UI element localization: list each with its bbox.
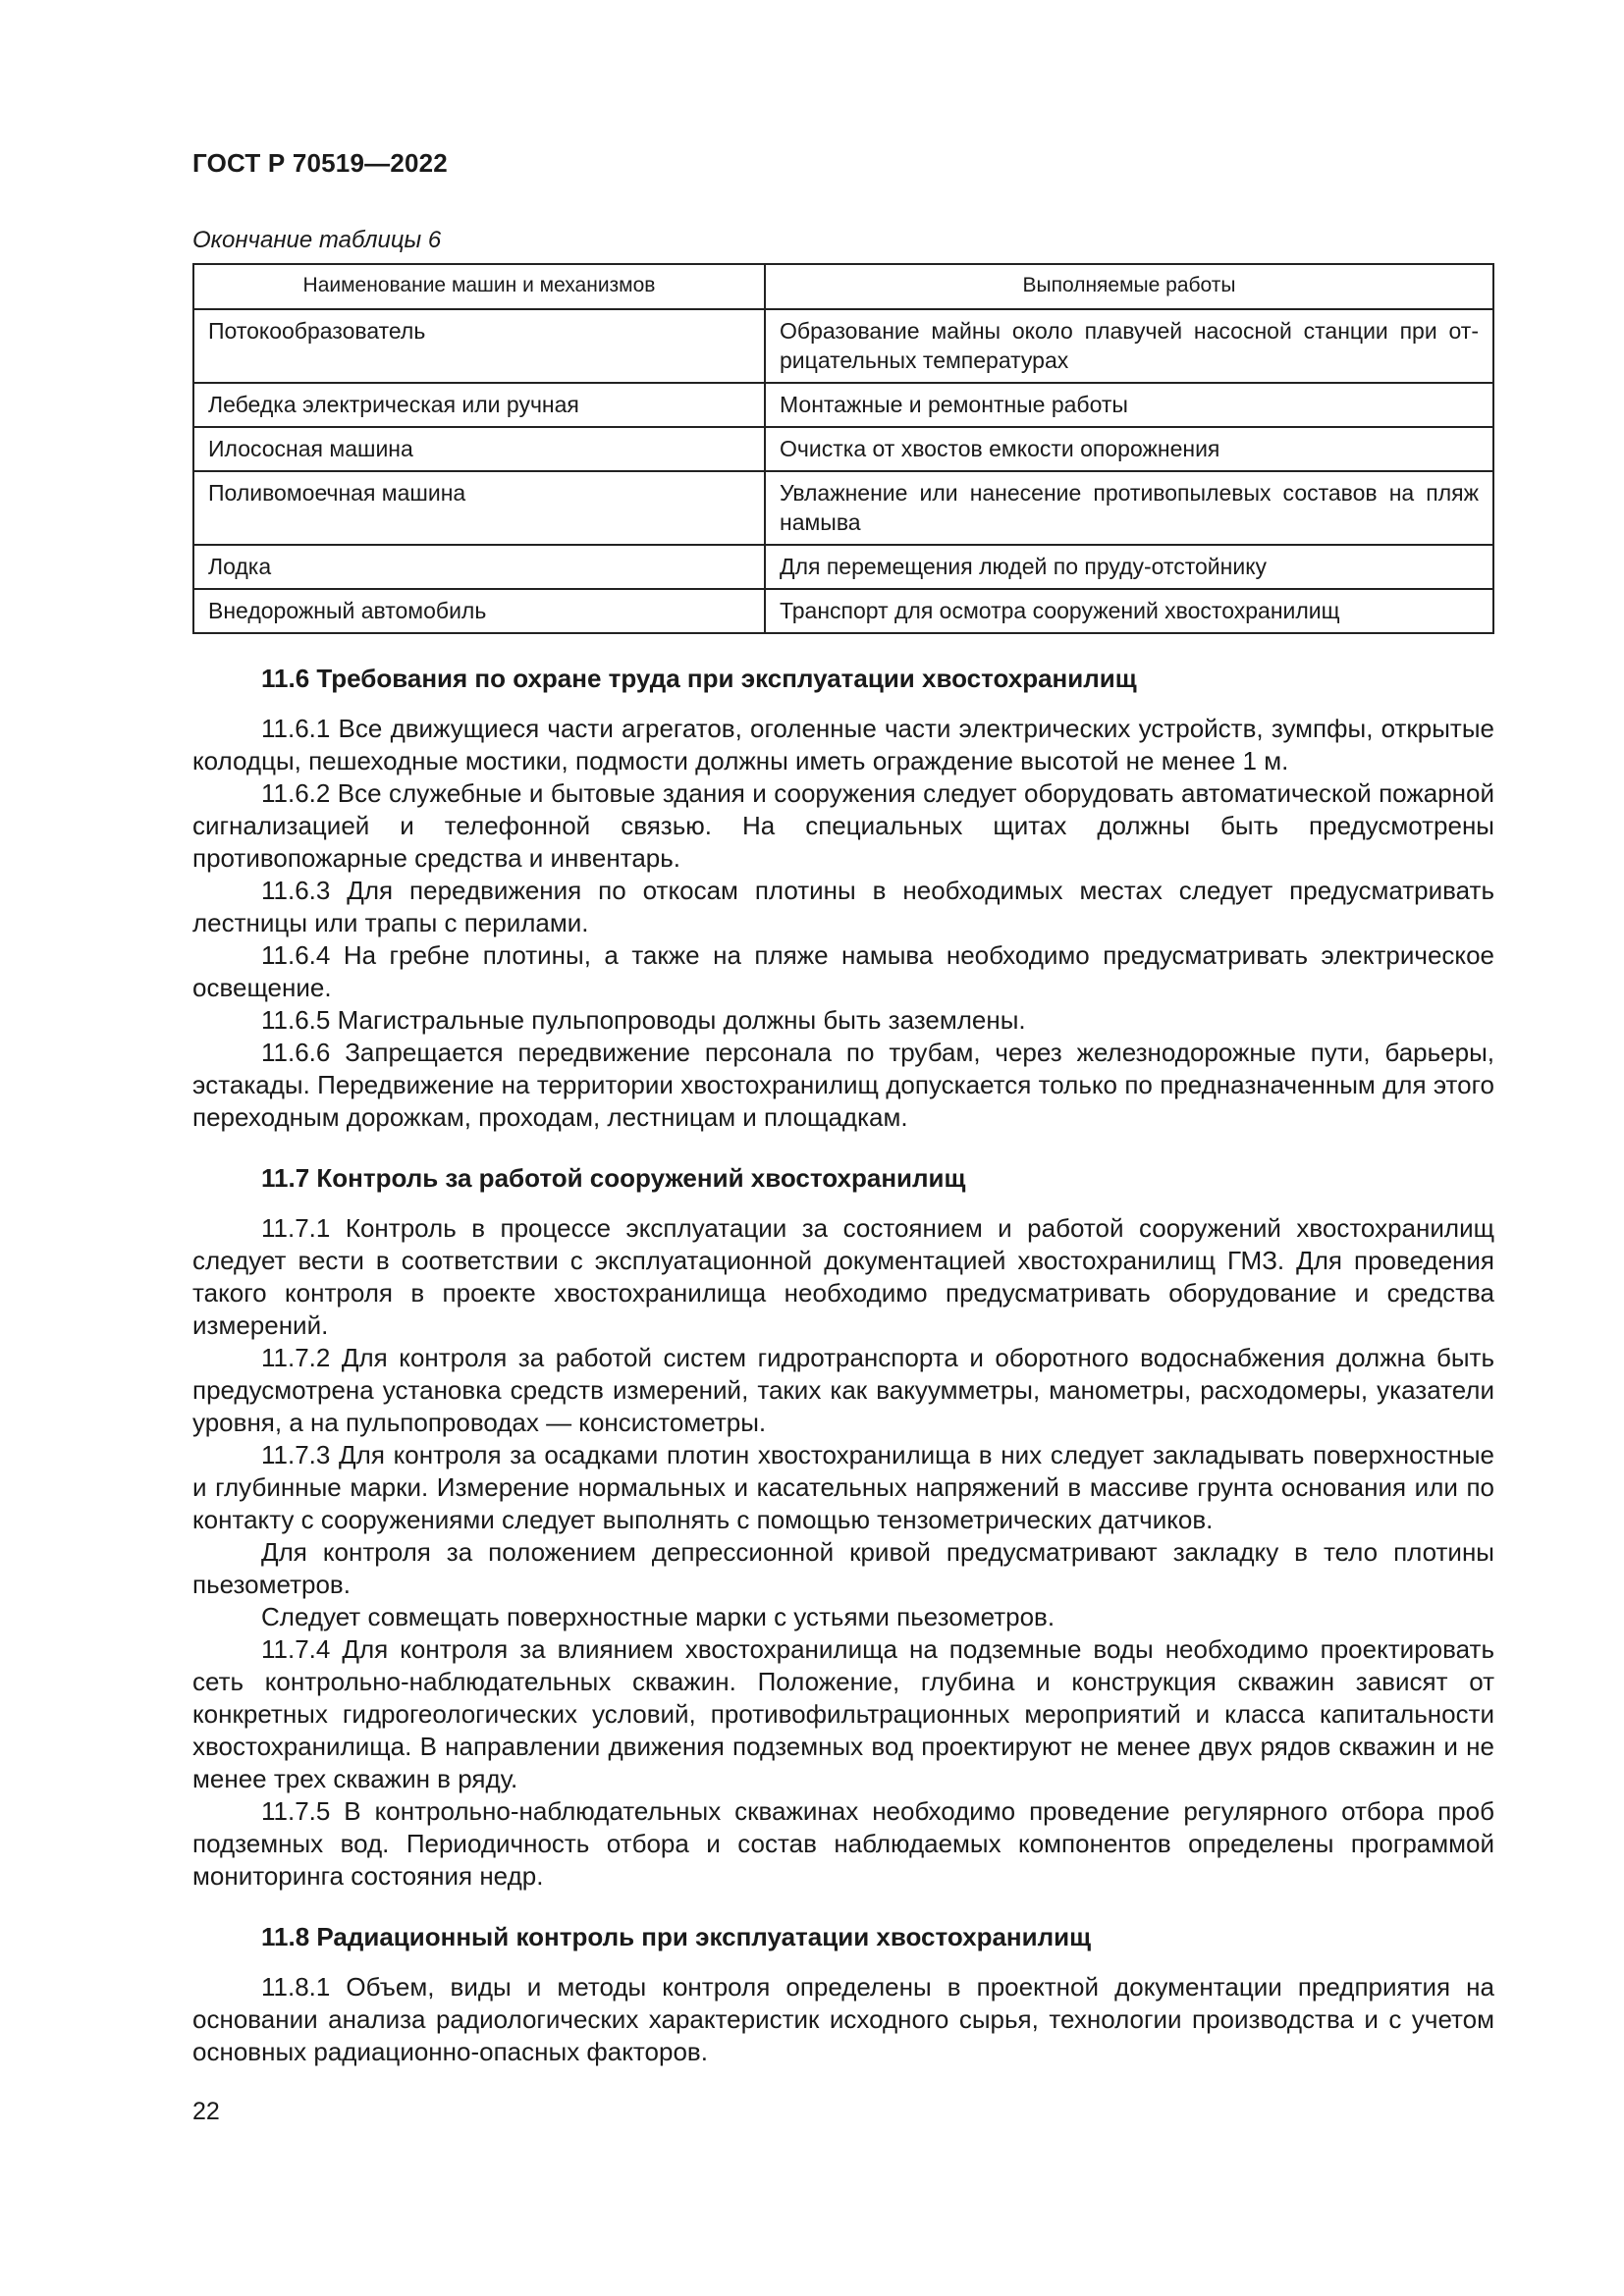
cell-work: Образование майны около плавучей насосной станции при от-рицательных температурах xyxy=(765,309,1493,383)
table-row xyxy=(193,427,1493,471)
table-caption: Окончание таблицы 6 xyxy=(192,227,442,253)
cell-machine: Внедорожный автомобиль xyxy=(193,589,765,633)
paragraph: 11.6.4 На гребне плотины, а также на пляже намыва необходимо предусматривать электрическое освещение. xyxy=(192,940,1494,1002)
column-header-work: Выполняемые работы xyxy=(765,264,1493,309)
paragraph: 11.8.1 Объем, виды и методы контроля определены в проектной документации предприятия на основании анализа радиологических характеристик исходного сырья, технологии производства и с учетом основных радиационно-опасных факторов. xyxy=(192,1972,1494,2066)
table-row xyxy=(193,545,1493,589)
table-row xyxy=(193,589,1493,633)
table-row xyxy=(193,471,1493,545)
paragraph: 11.7.4 Для контроля за влиянием хвостохранилища на подземные воды необходимо проектировать сеть контрольно-наблюдательных скважин. Положение, глубина и конструкция скважин зависят от конкретных гидрогеологических условий, противофильтрационных мероприятий и класса капитальности хвостохранилища. В направлении движения подземных вод проектируют не менее двух рядов скважин и не менее трех скважин в ряду. xyxy=(192,1634,1494,1793)
cell-work: Монтажные и ремонтные работы xyxy=(765,383,1493,427)
section-title: 11.8 Радиационный контроль при эксплуатации хвостохранилищ xyxy=(261,1922,1092,1951)
section-title: 11.7 Контроль за работой сооружений хвостохранилищ xyxy=(261,1163,966,1193)
document-page xyxy=(192,147,1494,2068)
section-11-6 xyxy=(192,662,1494,1134)
table-row xyxy=(193,383,1493,427)
paragraph: Для контроля за положением депрессионной кривой предусматривают закладку в тело плотины пьезометров. xyxy=(192,1537,1494,1599)
table-row xyxy=(193,309,1493,383)
section-title: 11.6 Требования по охране труда при эксплуатации хвостохранилищ xyxy=(261,664,1137,693)
paragraph: Следует совмещать поверхностные марки с устьями пьезометров. xyxy=(261,1602,1056,1631)
table-header-row xyxy=(193,264,1493,309)
column-header-machine: Наименование машин и механизмов xyxy=(193,264,765,309)
page-number: 22 xyxy=(192,2098,220,2125)
paragraph: 11.6.2 Все служебные и бытовые здания и сооружения следует оборудовать автоматической пожарной сигнализацией и телефонной связью. На специальных щитах должны быть предусмотрены противопожарные средства и инвентарь. xyxy=(192,778,1494,873)
paragraph: 11.6.1 Все движущиеся части агрегатов, оголенные части электрических устройств, зумпфы, открытые колодцы, пешеходные мостики, подмости должны иметь ограждение высотой не менее 1 м. xyxy=(192,714,1494,775)
cell-machine: Потокообразователь xyxy=(193,309,765,383)
cell-machine: Поливомоечная машина xyxy=(193,471,765,545)
cell-work: Транспорт для осмотра сооружений хвостохранилищ xyxy=(765,589,1493,633)
document-header: ГОСТ Р 70519—2022 xyxy=(192,148,448,178)
machines-table xyxy=(192,263,1494,634)
cell-work: Для перемещения людей по пруду-отстойнику xyxy=(765,545,1493,589)
cell-work: Очистка от хвостов емкости опорожнения xyxy=(765,427,1493,471)
paragraph: 11.7.1 Контроль в процессе эксплуатации за состоянием и работой сооружений хвостохранилищ следует вести в соответствии с эксплуатационной документацией хвостохранилищ ГМЗ. Для проведения такого контроля в проекте хвостохранилища необходимо предусматривать оборудование и средства измерений. xyxy=(192,1213,1494,1340)
cell-machine: Лодка xyxy=(193,545,765,589)
paragraph: 11.7.2 Для контроля за работой систем гидротранспорта и оборотного водоснабжения должна быть предусмотрена установка средств измерений, таких как вакуумметры, манометры, расходомеры, указатели уровня, а на пульпопроводах — консистометры. xyxy=(192,1343,1494,1437)
paragraph: 11.6.6 Запрещается передвижение персонала по трубам, через железнодорожные пути, барьеры, эстакады. Передвижение на территории хвостохранилищ допускается только по предназначенным для этого переходным дорожкам, проходам, лестницам и площадкам. xyxy=(192,1038,1494,1132)
cell-work: Увлажнение или нанесение противопылевых составов на пляж намыва xyxy=(765,471,1493,545)
paragraph: 11.7.3 Для контроля за осадками плотин хвостохранилища в них следует закладывать поверхностные и глубинные марки. Измерение нормальных и касательных напряжений в массиве грунта основания или по контакту с сооружениями следует выполнять с помощью тензометрических датчиков. xyxy=(192,1440,1494,1534)
cell-machine: Лебедка электрическая или ручная xyxy=(193,383,765,427)
paragraph: 11.7.5 В контрольно-наблюдательных скважинах необходимо проведение регулярного отбора проб подземных вод. Периодичность отбора и состав наблюдаемых компонентов определены программой мониторинга состояния недр. xyxy=(192,1796,1494,1891)
section-11-8 xyxy=(192,1920,1494,2068)
paragraph: 11.6.5 Магистральные пульпопроводы должны быть заземлены. xyxy=(261,1005,1026,1035)
cell-machine: Илососная машина xyxy=(193,427,765,471)
section-11-7 xyxy=(192,1161,1494,1893)
paragraph: 11.6.3 Для передвижения по откосам плотины в необходимых местах следует предусматривать лестницы или трапы с перилами. xyxy=(192,876,1494,937)
